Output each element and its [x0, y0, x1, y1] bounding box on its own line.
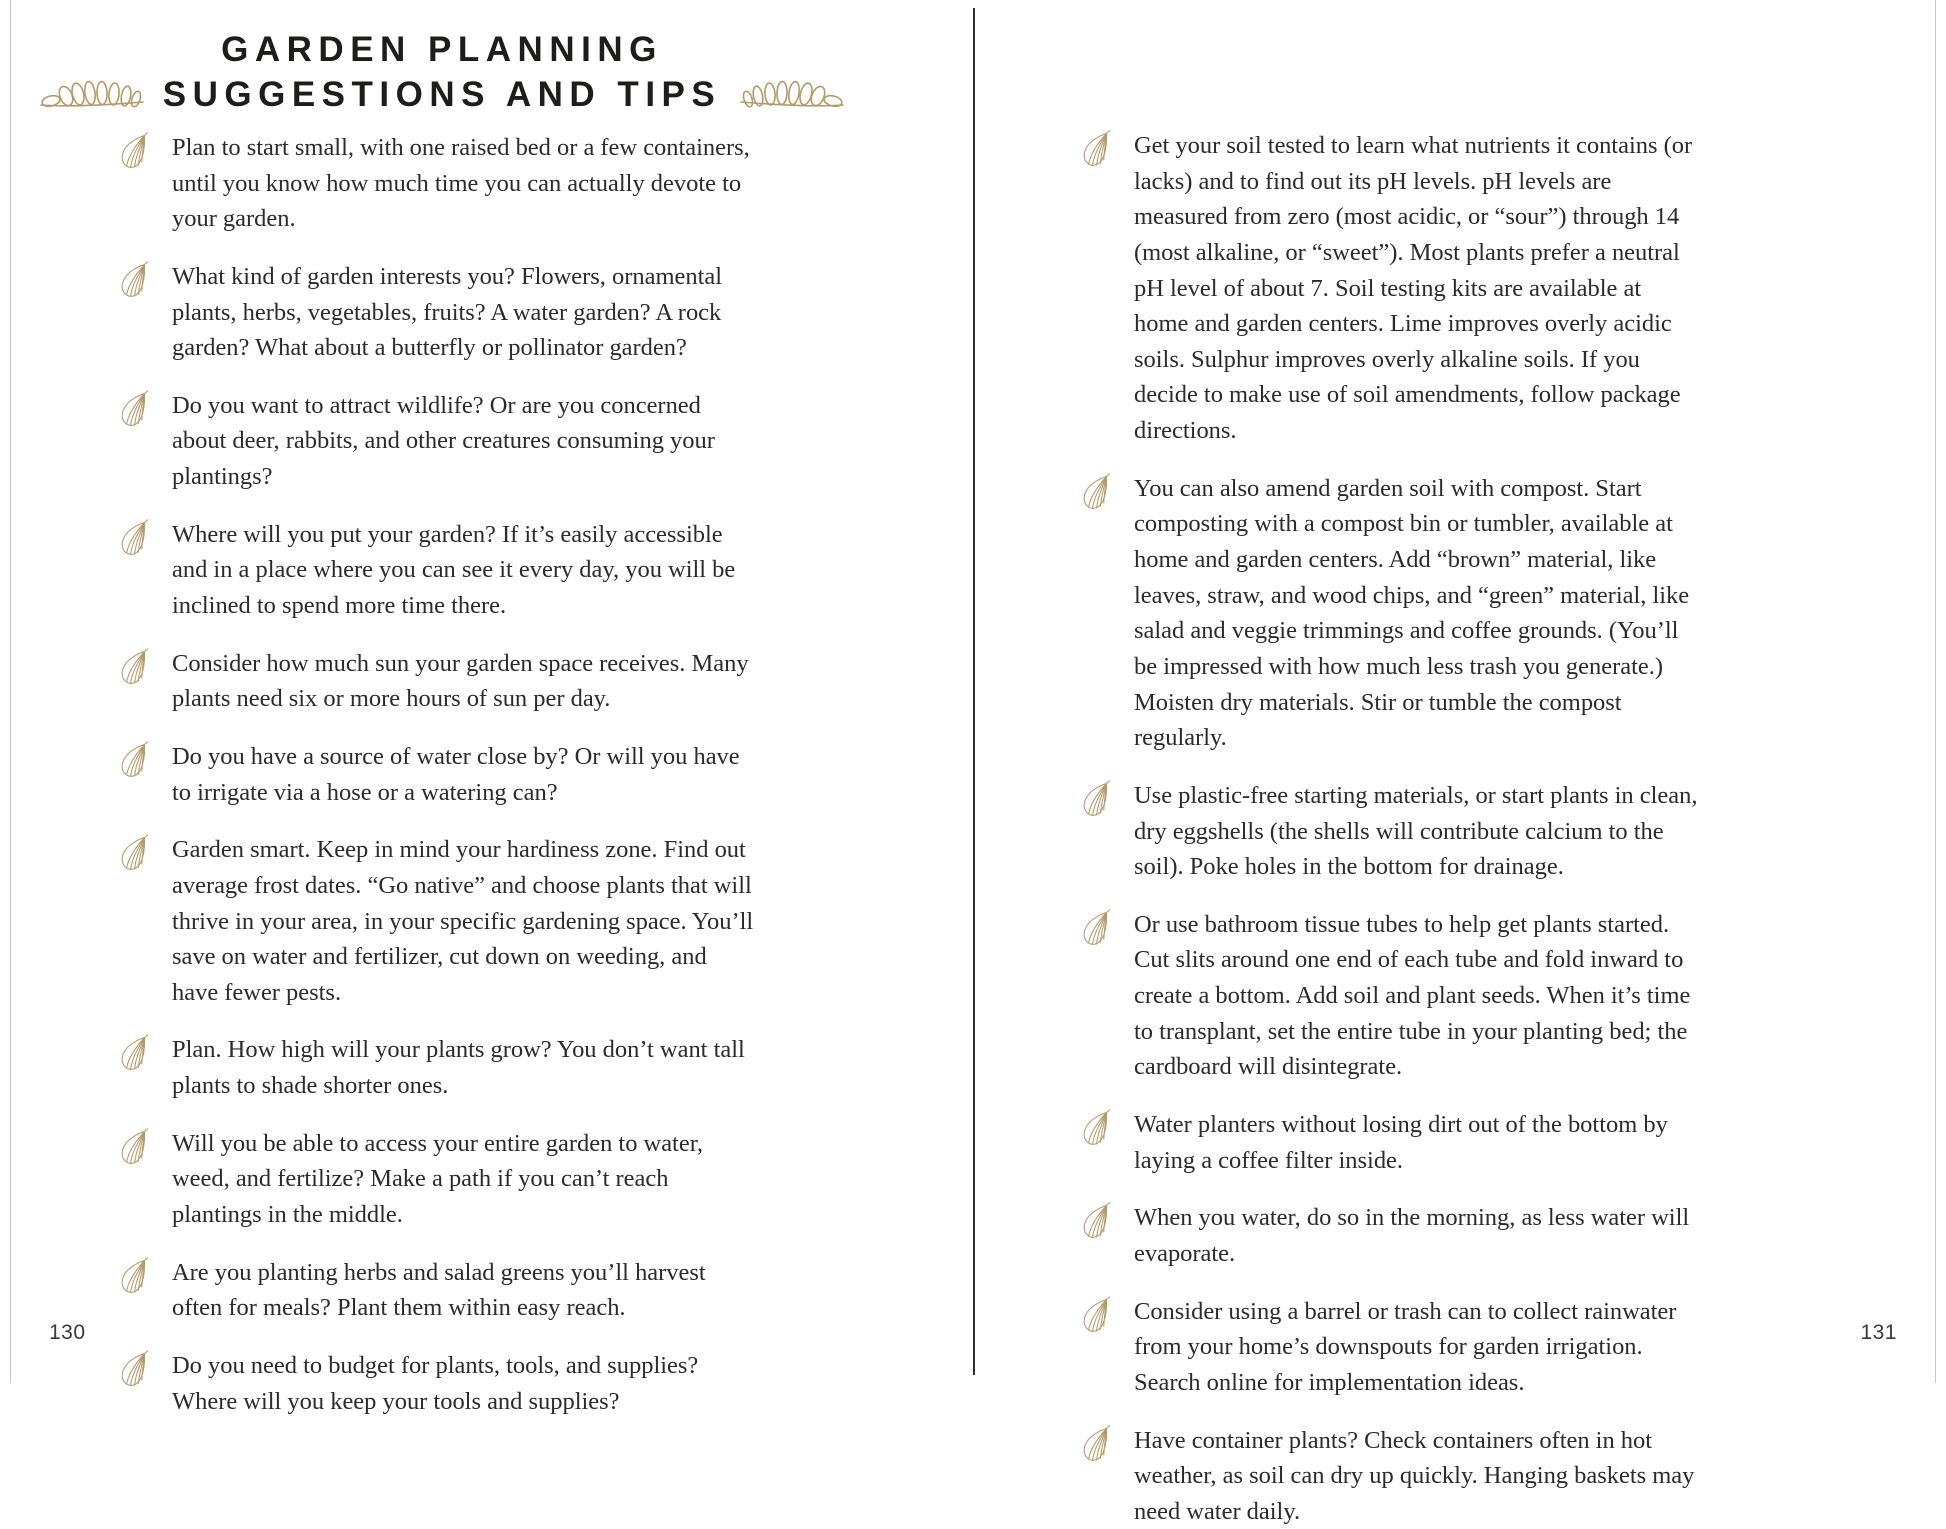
tip-text: Have container plants? Check containers often in hot weather, as soil can dry up quickly. Hanging baskets may need water daily.: [1134, 1423, 1698, 1529]
leaf-seed-icon: [1078, 780, 1112, 820]
page-number-right: 131: [1860, 1321, 1897, 1345]
tip-list-item: [116, 1255, 756, 1326]
laurel-branch-icon: [37, 74, 149, 116]
tip-list-item: [116, 832, 756, 1010]
tip-text: Water planters without losing dirt out of the bottom by laying a coffee filter inside.: [1134, 1107, 1698, 1178]
leaf-seed-icon: [116, 648, 150, 688]
tip-list-item: [116, 1032, 756, 1103]
leaf-seed-icon: [1078, 473, 1112, 513]
tip-list-item: [116, 739, 756, 810]
tip-text: When you water, do so in the morning, as less water will evaporate.: [1134, 1200, 1698, 1271]
leaf-seed-icon: [1078, 1109, 1112, 1149]
leaf-seed-icon: [116, 390, 150, 430]
leaf-seed-icon: [116, 1128, 150, 1168]
leaf-seed-icon: [1078, 473, 1112, 513]
page-title-row-2: [11, 73, 873, 118]
tip-list-item: [1078, 907, 1698, 1085]
tip-text: Are you planting herbs and salad greens you’ll harvest often for meals? Plant them within easy reach.: [172, 1255, 756, 1326]
leaf-seed-icon: [1078, 130, 1112, 170]
tip-text: Consider how much sun your garden space receives. Many plants need six or more hours of sun per day.: [172, 646, 756, 717]
tip-list-item: [116, 259, 756, 366]
tip-text: Do you have a source of water close by? Or will you have to irrigate via a hose or a watering can?: [172, 739, 756, 810]
leaf-seed-icon: [116, 519, 150, 559]
leaf-seed-icon: [116, 648, 150, 688]
tip-text: You can also amend garden soil with compost. Start composting with a compost bin or tumbler, available at home and garden centers. Add “brown” material, like leaves, straw, and wood chips, and “green” material, like salad and veggie trimmings and coffee grounds. (You’ll be impressed with how much less trash you generate.) Moisten dry materials. Stir or tumble the compost regularly.: [1134, 471, 1698, 756]
leaf-seed-icon: [116, 834, 150, 874]
leaf-seed-icon: [116, 1034, 150, 1074]
right-page-tips-list: [1078, 128, 1698, 1529]
tip-text: Plan to start small, with one raised bed or a few containers, until you know how much time you can actually devote to your garden.: [172, 130, 756, 237]
leaf-seed-icon: [116, 1128, 150, 1168]
tip-text: What kind of garden interests you? Flowers, ornamental plants, herbs, vegetables, fruits? A water garden? A rock garden? What about a butterfly or pollinator garden?: [172, 259, 756, 366]
laurel-branch-icon: [735, 74, 847, 116]
left-page-tips-list: [116, 130, 756, 1419]
tip-text: Use plastic-free starting materials, or start plants in clean, dry eggshells (the shells will contribute calcium to the soil). Poke holes in the bottom for drainage.: [1134, 778, 1698, 885]
leaf-seed-icon: [116, 741, 150, 781]
leaf-seed-icon: [116, 261, 150, 301]
tip-list-item: [116, 646, 756, 717]
leaf-seed-icon: [1078, 1202, 1112, 1242]
tip-list-item: [1078, 471, 1698, 756]
tip-text: Do you want to attract wildlife? Or are you concerned about deer, rabbits, and other creatures consuming your plantings?: [172, 388, 756, 495]
tip-text: Do you need to budget for plants, tools, and supplies? Where will you keep your tools and supplies?: [172, 1348, 756, 1419]
tip-list-item: [116, 1348, 756, 1419]
leaf-seed-icon: [1078, 1425, 1112, 1465]
tip-text: Garden smart. Keep in mind your hardiness zone. Find out average frost dates. “Go native” and choose plants that will thrive in your area, in your specific gardening space. You’ll save on water and fertilizer, cut down on weeding, and have fewer pests.: [172, 832, 756, 1010]
leaf-seed-icon: [116, 1257, 150, 1297]
tip-list-item: [116, 130, 756, 237]
leaf-seed-icon: [1078, 1425, 1112, 1465]
leaf-seed-icon: [116, 132, 150, 172]
tip-list-item: [1078, 1294, 1698, 1401]
leaf-seed-icon: [116, 261, 150, 301]
leaf-seed-icon: [1078, 1296, 1112, 1336]
tip-list-item: [116, 388, 756, 495]
tip-text: Consider using a barrel or trash can to collect rainwater from your home’s downspouts for garden irrigation. Search online for implementation ideas.: [1134, 1294, 1698, 1401]
leaf-seed-icon: [1078, 909, 1112, 949]
leaf-seed-icon: [116, 834, 150, 874]
tip-text: Or use bathroom tissue tubes to help get plants started. Cut slits around one end of each tube and fold inward to create a bottom. Add soil and plant seeds. When it’s time to transplant, set the entire tube in your planting bed; the cardboard will disintegrate.: [1134, 907, 1698, 1085]
leaf-seed-icon: [116, 1350, 150, 1390]
leaf-seed-icon: [116, 1350, 150, 1390]
tip-list-item: [1078, 1107, 1698, 1178]
tip-text: Plan. How high will your plants grow? You don’t want tall plants to shade shorter ones.: [172, 1032, 756, 1103]
leaf-seed-icon: [1078, 909, 1112, 949]
tip-list-item: [1078, 128, 1698, 449]
tip-list-item: [116, 517, 756, 624]
tip-list-item: [116, 1126, 756, 1233]
left-page: [11, 0, 973, 1383]
page-number-left: 130: [49, 1321, 86, 1345]
tip-text: Will you be able to access your entire garden to water, weed, and fertilize? Make a path if you can’t reach plantings in the middle.: [172, 1126, 756, 1233]
page-edge-left: [0, 0, 11, 1383]
page-title-line-1: GARDEN PLANNING: [11, 28, 873, 73]
leaf-seed-icon: [116, 1034, 150, 1074]
page-title: [11, 28, 873, 118]
leaf-seed-icon: [116, 1257, 150, 1297]
leaf-seed-icon: [1078, 1296, 1112, 1336]
leaf-seed-icon: [116, 390, 150, 430]
page-title-line-2: SUGGESTIONS AND TIPS: [163, 73, 721, 118]
leaf-seed-icon: [1078, 130, 1112, 170]
tip-list-item: [1078, 778, 1698, 885]
tip-list-item: [1078, 1200, 1698, 1271]
tip-text: Where will you put your garden? If it’s easily accessible and in a place where you can see it every day, you will be inclined to spend more time there.: [172, 517, 756, 624]
tip-text: Get your soil tested to learn what nutrients it contains (or lacks) and to find out its pH levels. pH levels are measured from zero (most acidic, or “sour”) through 14 (most alkaline, or “sweet”). Most plants prefer a neutral pH level of about 7. Soil testing kits are available at home and garden centers. Lime improves overly acidic soils. Sulphur improves overly alkaline soils. If you decide to make use of soil amendments, follow package directions.: [1134, 128, 1698, 449]
leaf-seed-icon: [116, 741, 150, 781]
page-edge-right: [1935, 0, 1946, 1383]
leaf-seed-icon: [1078, 780, 1112, 820]
leaf-seed-icon: [116, 132, 150, 172]
leaf-seed-icon: [116, 519, 150, 559]
leaf-seed-icon: [1078, 1202, 1112, 1242]
leaf-seed-icon: [1078, 1109, 1112, 1149]
right-page: [975, 0, 1935, 1383]
tip-list-item: [1078, 1423, 1698, 1529]
